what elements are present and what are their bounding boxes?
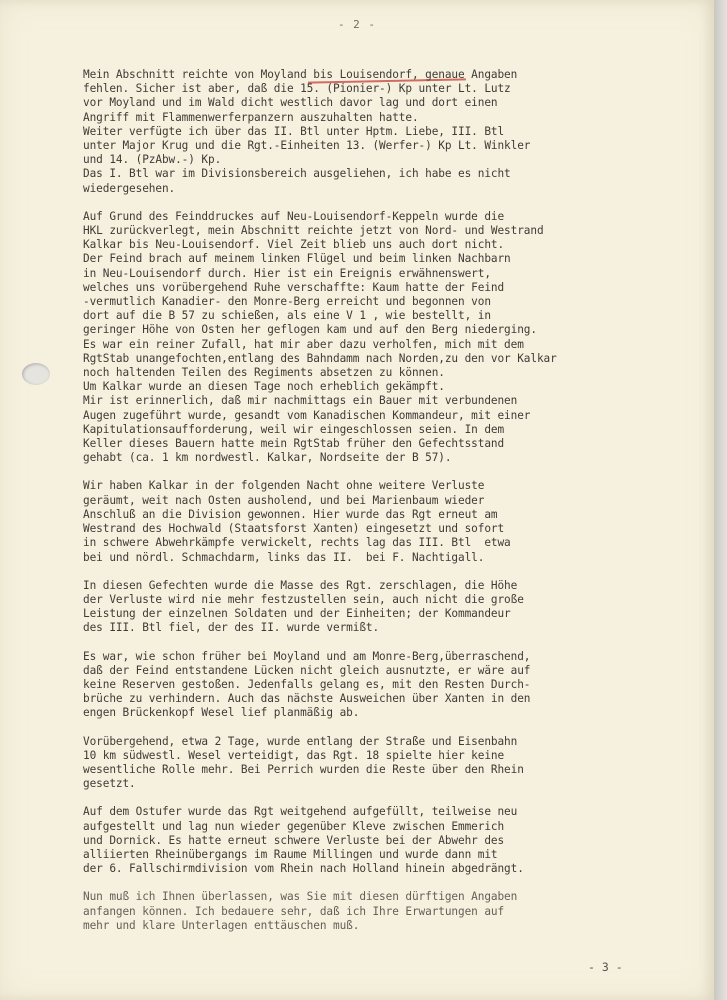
- text-line: Auf dem Ostufer wurde das Rgt weitgehend aufgefüllt, teilweise neu: [83, 805, 518, 819]
- text-line: Angriff mit Flammenwerferpanzern auszuhalten hatte.: [83, 110, 419, 124]
- text-line: vor Moyland und im Wald dicht westlich davor lag und dort einen: [83, 96, 498, 110]
- text-line: -vermutlich Kanadier- den Monre-Berg erreicht und begonnen von: [83, 295, 491, 309]
- text-line: geräumt, weit nach Osten ausholend, und bei Marienbaum wieder: [83, 493, 485, 507]
- paragraph: [83, 650, 643, 721]
- text-line: alliierten Rheinübergangs im Raume Millingen und wurde dann mit: [83, 847, 498, 861]
- text-line: wesentliche Rolle mehr. Bei Perrich wurden die Reste über den Rhein: [83, 762, 524, 776]
- paragraph: [83, 479, 643, 564]
- text-line: Es war, wie schon früher bei Moyland und am Monre-Berg,überraschend,: [83, 649, 531, 663]
- text-line: Mein Abschnitt reichte von Moyland bis Louisendorf, genaue Angaben: [83, 68, 518, 81]
- text-line: geringer Höhe von Osten her geflogen kam und auf den Berg niederging.: [83, 323, 537, 337]
- text-line: Der Feind brach auf meinem linken Flügel und beim linken Nachbarn: [83, 252, 511, 266]
- text-line: Kapitulationsaufforderung, weil wir eingeschlossen seien. In dem: [83, 422, 505, 436]
- text-line: mehr und klare Unterlagen enttäuschen muß.: [83, 918, 360, 932]
- paragraph: [83, 68, 643, 196]
- text-line: Keller dieses Bauern hatte mein RgtStab früher den Gefechtsstand: [83, 437, 505, 451]
- text-line: HKL zurückverlegt, mein Abschnitt reichte jetzt von Nord- und Westrand: [83, 224, 544, 238]
- text-line: Das I. Btl war im Divisionsbereich ausgeliehen, ich habe es nicht: [83, 167, 511, 181]
- text-line: Wir haben Kalkar in der folgenden Nacht ohne weitere Verluste: [83, 479, 485, 493]
- text-line: gehabt (ca. 1 km nordwestl. Kalkar, Nordseite der B 57).: [83, 451, 452, 465]
- text-line: Westrand des Hochwald (Staatsforst Xanten) eingesetzt und sofort: [83, 522, 505, 536]
- text-line: dort auf die B 57 zu schießen, als eine V 1 , wie bestellt, in: [83, 309, 491, 323]
- text-line: bei und nördl. Schmachdarm, links das II. bei F. Nachtigall.: [83, 550, 485, 564]
- text-line: Um Kalkar wurde an diesen Tage noch erheblich gekämpft.: [83, 380, 445, 394]
- paragraph: [83, 890, 643, 933]
- text-line: Kalkar bis Neu-Louisendorf. Viel Zeit blieb uns auch dort nicht.: [83, 238, 505, 252]
- text-line: des III. Btl fiel, der des II. wurde vermißt.: [83, 621, 380, 635]
- text-line: Leistung der einzelnen Soldaten und der Einheiten; der Kommandeur: [83, 607, 511, 621]
- page-number-bottom: - 3 -: [588, 960, 623, 974]
- paragraph: [83, 210, 643, 466]
- text-line: Augen zugeführt wurde, gesandt vom Kanadischen Kommandeur, mit einer: [83, 408, 531, 422]
- letter-body: [83, 68, 643, 947]
- text-line: keine Reserven gestoßen. Jedenfalls gelang es, mit den Resten Durch-: [83, 677, 531, 691]
- text-line: anfangen können. Ich bedauere sehr, daß ich Ihre Erwartungen auf: [83, 904, 505, 918]
- text-line: fehlen. Sicher ist aber, daß die 15. (Pionier-) Kp unter Lt. Lutz: [83, 82, 511, 96]
- text-line: der 6. Fallschirmdivision vom Rhein nach Holland hinein abgedrängt.: [83, 862, 524, 876]
- text-line: noch haltenden Teilen des Regiments absetzen zu können.: [83, 366, 445, 380]
- text-line: wiedergesehen.: [83, 181, 176, 195]
- text-line: 10 km südwestl. Wesel verteidigt, das Rgt. 18 spielte hier keine: [83, 748, 505, 762]
- text-line: aufgestellt und lag nun wieder gegenüber Kleve zwischen Emmerich: [83, 819, 505, 833]
- text-line: in schwere Abwehrkämpfe verwickelt, rechts lag das III. Btl etwa: [83, 536, 511, 550]
- paragraph: [83, 805, 643, 876]
- paragraph: [83, 735, 643, 792]
- text-line: In diesen Gefechten wurde die Masse des Rgt. zerschlagen, die Höhe: [83, 578, 518, 592]
- text-line: Mir ist erinnerlich, daß mir nachmittags ein Bauer mit verbundenen: [83, 394, 518, 408]
- text-line: brüche zu verhindern. Auch das nächste Ausweichen über Xanten in den: [83, 692, 531, 706]
- text-line: gesetzt.: [83, 777, 136, 791]
- text-line: welches uns vorübergehend Ruhe verschaffte: Kaum hatte der Feind: [83, 280, 505, 294]
- page-edge: [714, 0, 727, 1000]
- text-line: Nun muß ich Ihnen überlassen, was Sie mit diesen dürftigen Angaben: [83, 890, 518, 904]
- text-line: Es war ein reiner Zufall, hat mir aber dazu verholfen, mich mit dem: [83, 337, 524, 351]
- text-line: und Dornick. Es hatte erneut schwere Verluste bei der Abwehr des: [83, 833, 505, 847]
- text-line: Weiter verfügte ich über das II. Btl unter Hptm. Liebe, III. Btl: [83, 124, 505, 138]
- text-line: engen Brückenkopf Wesel lief planmäßig ab.: [83, 706, 360, 720]
- text-line: unter Major Krug und die Rgt.-Einheiten 13. (Werfer-) Kp Lt. Winkler: [83, 139, 531, 153]
- text-line: Anschluß an die Division gewonnen. Hier wurde das Rgt erneut am: [83, 507, 498, 521]
- text-line: RgtStab unangefochten,entlang des Bahndamm nach Norden,zu den vor Kalkar: [83, 351, 557, 365]
- text-line: in Neu-Louisendorf durch. Hier ist ein Ereignis erwähnenswert,: [83, 266, 491, 280]
- punch-hole: [22, 363, 50, 385]
- text-line: der Verluste wird nie mehr festzustellen sein, auch nicht die große: [83, 592, 524, 606]
- text-line: Vorübergehend, etwa 2 Tage, wurde entlang der Straße und Eisenbahn: [83, 734, 518, 748]
- page-number-top: - 2 -: [337, 18, 377, 31]
- text-line: und 14. (PzAbw.-) Kp.: [83, 153, 222, 167]
- text-line: daß der Feind entstandene Lücken nicht gleich ausnutzte, er wäre auf: [83, 663, 531, 677]
- text-line: Auf Grund des Feinddruckes auf Neu-Louisendorf-Keppeln wurde die: [83, 209, 505, 223]
- paragraph: [83, 579, 643, 636]
